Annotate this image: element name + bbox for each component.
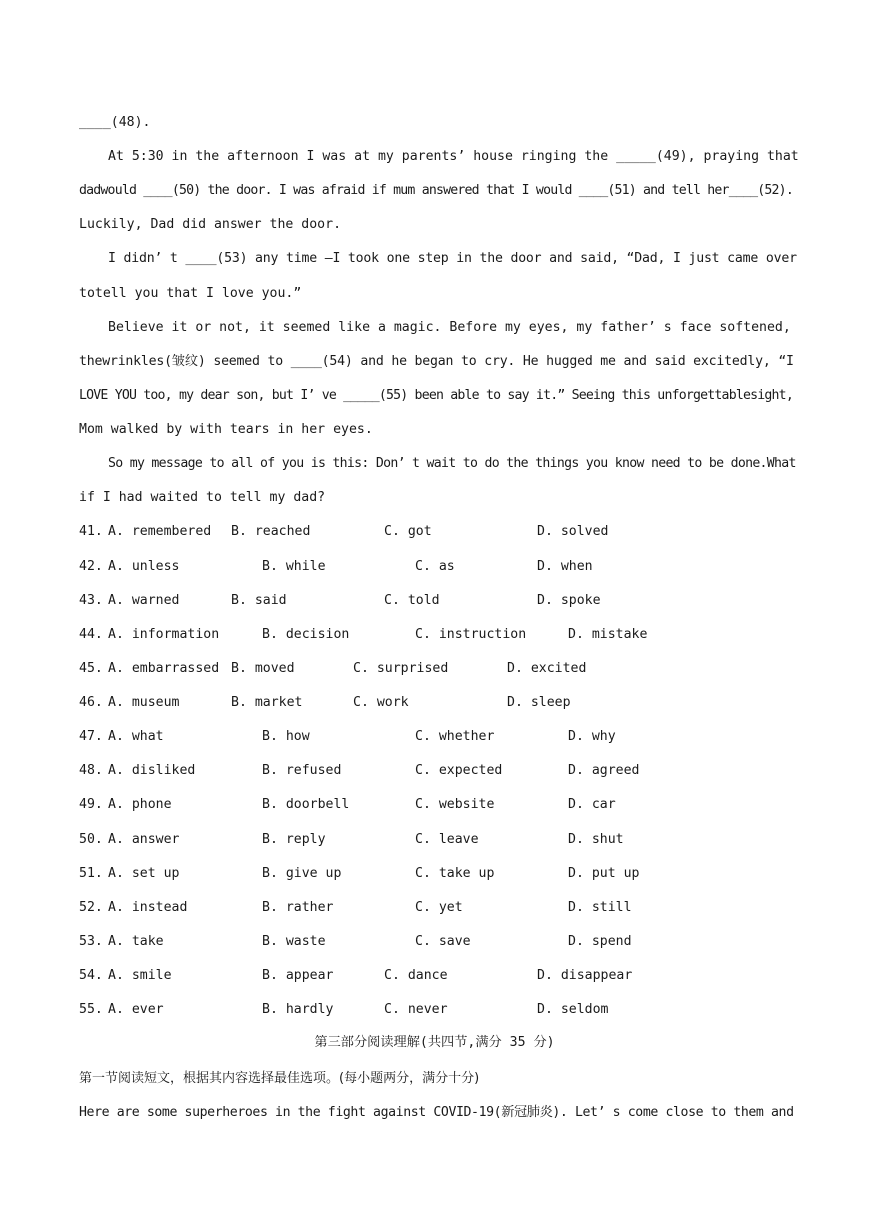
question-number: 42. xyxy=(79,559,103,574)
option-d: D. when xyxy=(537,559,593,574)
option-d: D. disappear xyxy=(537,968,633,983)
option-d: D. spoke xyxy=(537,593,601,608)
option-b: B. reply xyxy=(262,832,326,847)
option-a: A. set up xyxy=(108,866,180,881)
passage-line: dadwould ____(50) the door. I was afraid if mum answered that I would ____(51) and tell her____(52). xyxy=(79,183,793,198)
option-b: B. give up xyxy=(262,866,342,881)
option-d: D. solved xyxy=(537,524,609,539)
option-b: B. waste xyxy=(262,934,326,949)
option-a: A. ever xyxy=(108,1002,164,1017)
option-a: A. embarrassed xyxy=(108,661,220,676)
option-b: B. appear xyxy=(262,968,334,983)
option-c: C. never xyxy=(384,1002,448,1017)
question-number: 54. xyxy=(79,968,103,983)
passage-line: Luckily, Dad did answer the door. xyxy=(79,217,342,232)
subsection-heading: 第一节阅读短文，根据其内容选择最佳选项。(每小题两分，满分十分) xyxy=(79,1071,480,1086)
option-c: C. whether xyxy=(415,729,495,744)
option-d: D. mistake xyxy=(568,627,648,642)
question-number: 53. xyxy=(79,934,103,949)
passage-line: if I had waited to tell my dad? xyxy=(79,490,326,505)
passage-line: ____(48). xyxy=(79,115,151,130)
question-number: 47. xyxy=(79,729,103,744)
question-number: 41. xyxy=(79,524,103,539)
passage-line: At 5:30 in the afternoon I was at my parents’ house ringing the _____(49), praying that xyxy=(108,149,799,164)
option-b: B. market xyxy=(231,695,303,710)
option-c: C. surprised xyxy=(353,661,449,676)
section-heading: 第三部分阅读理解(共四节,满分 35 分) xyxy=(314,1035,555,1050)
question-number: 52. xyxy=(79,900,103,915)
option-d: D. spend xyxy=(568,934,632,949)
passage-line: I didn’ t ____(53) any time —I took one step in the door and said, “Dad, I just came over xyxy=(108,251,797,266)
option-a: A. smile xyxy=(108,968,172,983)
option-b: B. reached xyxy=(231,524,311,539)
option-b: B. said xyxy=(231,593,287,608)
option-b: B. while xyxy=(262,559,326,574)
option-d: D. sleep xyxy=(507,695,571,710)
question-number: 46. xyxy=(79,695,103,710)
option-c: C. instruction xyxy=(415,627,527,642)
passage-line: So my message to all of you is this: Don’ t wait to do the things you know need to be done.What xyxy=(108,456,796,471)
option-a: A. phone xyxy=(108,797,172,812)
passage-line: Believe it or not, it seemed like a magic. Before my eyes, my father’ s face softened, xyxy=(108,320,791,335)
option-a: A. what xyxy=(108,729,164,744)
option-c: C. told xyxy=(384,593,440,608)
option-a: A. disliked xyxy=(108,763,196,778)
passage-line: thewrinkles(皱纹) seemed to ____(54) and he began to cry. He hugged me and said excitedly, “I xyxy=(79,354,794,369)
option-b: B. hardly xyxy=(262,1002,334,1017)
option-c: C. dance xyxy=(384,968,448,983)
option-c: C. work xyxy=(353,695,409,710)
option-a: A. information xyxy=(108,627,220,642)
next-passage-line: Here are some superheroes in the fight against COVID-19(新冠肺炎). Let’ s come close to them and xyxy=(79,1105,794,1120)
option-b: B. refused xyxy=(262,763,342,778)
question-number: 50. xyxy=(79,832,103,847)
option-c: C. take up xyxy=(415,866,495,881)
option-a: A. answer xyxy=(108,832,180,847)
question-number: 44. xyxy=(79,627,103,642)
option-a: A. take xyxy=(108,934,164,949)
option-c: C. expected xyxy=(415,763,503,778)
option-b: B. how xyxy=(262,729,310,744)
option-d: D. excited xyxy=(507,661,587,676)
option-a: A. remembered xyxy=(108,524,212,539)
question-number: 51. xyxy=(79,866,103,881)
passage-line: totell you that I love you.” xyxy=(79,286,302,301)
question-number: 55. xyxy=(79,1002,103,1017)
question-number: 48. xyxy=(79,763,103,778)
option-d: D. why xyxy=(568,729,616,744)
option-c: C. website xyxy=(415,797,495,812)
option-b: B. rather xyxy=(262,900,334,915)
option-d: D. seldom xyxy=(537,1002,609,1017)
passage-line: Mom walked by with tears in her eyes. xyxy=(79,422,373,437)
option-a: A. instead xyxy=(108,900,188,915)
question-number: 43. xyxy=(79,593,103,608)
option-d: D. car xyxy=(568,797,616,812)
option-b: B. doorbell xyxy=(262,797,350,812)
passage-line: LOVE YOU too, my dear son, but I’ ve _____(55) been able to say it.” Seeing this unforgettablesight, xyxy=(79,388,793,403)
option-a: A. unless xyxy=(108,559,180,574)
question-number: 45. xyxy=(79,661,103,676)
option-d: D. shut xyxy=(568,832,624,847)
option-a: A. museum xyxy=(108,695,180,710)
option-c: C. got xyxy=(384,524,432,539)
option-d: D. agreed xyxy=(568,763,640,778)
option-b: B. moved xyxy=(231,661,295,676)
option-b: B. decision xyxy=(262,627,350,642)
option-d: D. still xyxy=(568,900,632,915)
option-c: C. leave xyxy=(415,832,479,847)
option-a: A. warned xyxy=(108,593,180,608)
option-d: D. put up xyxy=(568,866,640,881)
question-number: 49. xyxy=(79,797,103,812)
option-c: C. save xyxy=(415,934,471,949)
option-c: C. yet xyxy=(415,900,463,915)
option-c: C. as xyxy=(415,559,455,574)
